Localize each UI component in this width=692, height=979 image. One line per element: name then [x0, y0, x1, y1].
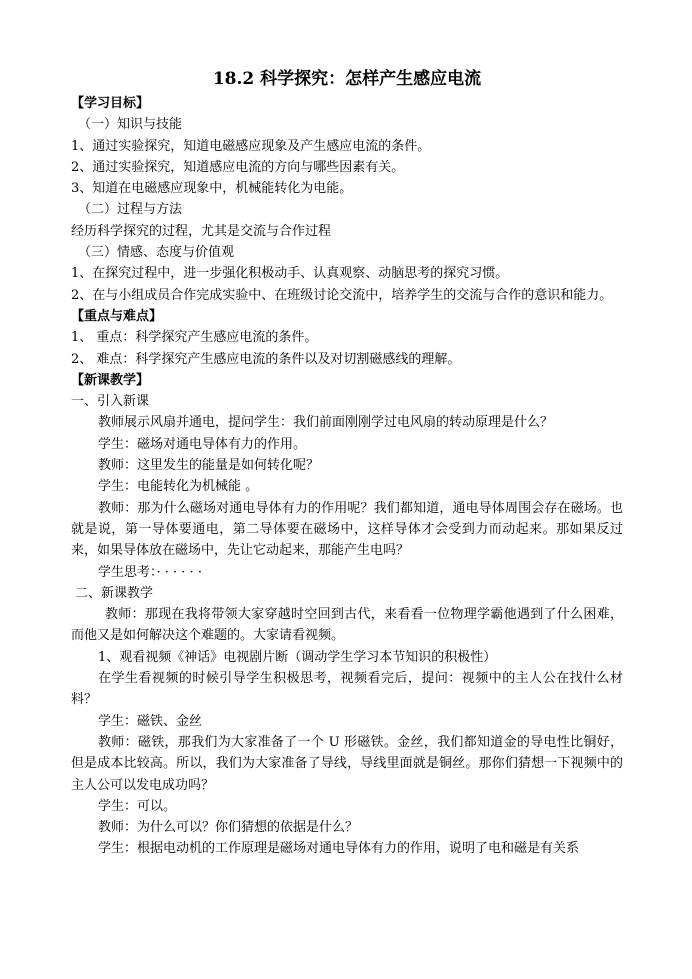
intro-heading: 一、引入新课 [71, 394, 150, 410]
emotion-item: 2、在与小组成员合作完成实验中、在班级讨论交流中，培养学生的交流与合作的意识和能力。 [71, 287, 613, 303]
knowledge-item: 3、知道在电磁感应现象中，机械能转化为电能。 [71, 181, 353, 197]
dialogue-paragraph: 教师：磁铁，那我们为大家准备了一个 U 形磁铁。金丝，我们都知道金的导电性比铜好，但是成本比较高。所以，我们为大家准备了导线，导线里面就是铜丝。那你们猜想一下视频中的主人公可以发电成功吗？ [71, 734, 623, 793]
knowledge-heading: （一）知识与技能 [78, 117, 183, 133]
video-step: 1、观看视频《神话》电视剧片断（调动学生学习本节知识的积极性） [98, 649, 497, 665]
process-text: 经历科学探究的过程，尤其是交流与合作过程 [71, 223, 332, 239]
new-heading: 二、新课教学 [75, 585, 154, 601]
document-page [71, 68, 623, 860]
intro-line: 学生：磁场对通电导体有力的作用。 [98, 436, 307, 452]
key-item: 1、 重点：科学探究产生感应电流的条件。 [71, 330, 318, 346]
emotion-heading: （三）情感、态度与价值观 [78, 245, 235, 261]
dialogue-line: 学生：磁铁、金丝 [98, 713, 203, 729]
key-heading: 【重点与难点】 [71, 308, 163, 324]
teaching-heading: 【新课教学】 [71, 372, 150, 388]
intro-paragraph: 教师：那为什么磁场对通电导体有力的作用呢？我们都知道，通电导体周围会存在磁场。也就是说，第一导体要通电，第二导体要在磁场中，这样导体才会受到力而动起来。那如果反过来，如果导体放在磁场中，先让它动起来，那能产生电吗？ [71, 500, 623, 559]
intro-line: 学生：电能转化为机械能 。 [98, 479, 259, 495]
objectives-heading: 【学习目标】 [71, 96, 150, 111]
process-heading: （二）过程与方法 [78, 202, 183, 218]
knowledge-item: 1、通过实验探究，知道电磁感应现象及产生感应电流的条件。 [71, 138, 431, 154]
new-intro-paragraph: 教师：那现在我将带领大家穿越时空回到古代，来看看一位物理学霸他遇到了什么困难，而他又是如何解决这个难题的。大家请看视频。 [71, 607, 623, 644]
intro-line: 学生思考：· · · · · · [98, 564, 202, 580]
document-title: 18.2 科学探究：怎样产生感应电流 [212, 69, 482, 89]
dialogue-line: 学生：根据电动机的工作原理是磁场对通电导体有力的作用，说明了电和磁是有关系 [98, 841, 580, 857]
intro-line: 教师展示风扇并通电，提问学生：我们前面刚刚学过电风扇的转动原理是什么？ [98, 415, 554, 431]
emotion-item: 1、在探究过程中，进一步强化积极动手、认真观察、动脑思考的探究习惯。 [71, 266, 509, 282]
dialogue-paragraph: 在学生看视频的时候引导学生积极思考，视频看完后，提问：视频中的主人公在找什么材料？ [71, 671, 623, 708]
intro-line: 教师：这里发生的能量是如何转化呢？ [98, 458, 320, 474]
knowledge-item: 2、通过实验探究，知道感应电流的方向与哪些因素有关。 [71, 159, 405, 175]
dialogue-line: 学生：可以。 [98, 798, 177, 814]
dialogue-line: 教师：为什么可以？你们猜想的依据是什么？ [98, 820, 359, 836]
key-item: 2、 难点：科学探究产生感应电流的条件以及对切割磁感线的理解。 [71, 351, 461, 367]
